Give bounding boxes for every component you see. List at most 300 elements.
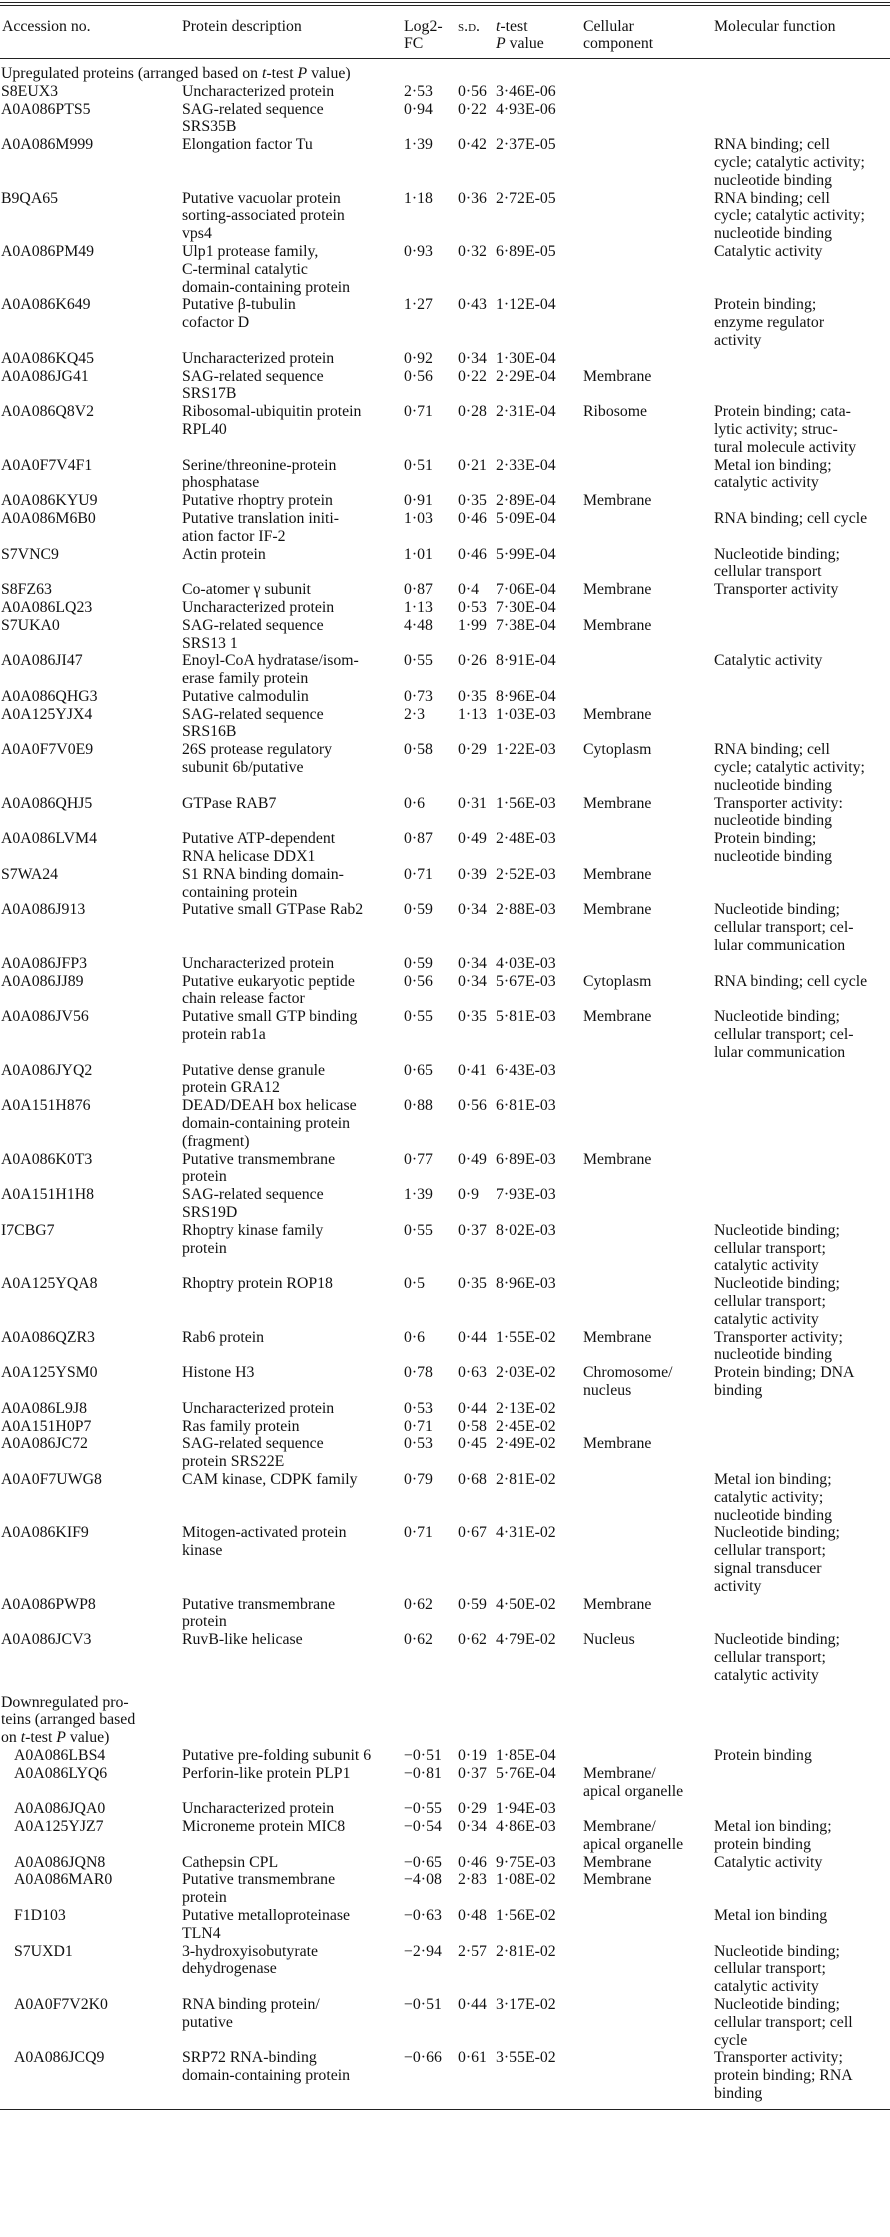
accession-cell: A0A125YJZ7 xyxy=(14,1818,104,1836)
sd-cell: 0·34 xyxy=(458,1818,487,1836)
table-row xyxy=(0,457,890,493)
table-row xyxy=(0,1854,890,1872)
log2fc-cell: −2·94 xyxy=(404,1942,442,1960)
function-cell: Metal ion binding xyxy=(714,1907,828,1925)
component-cell xyxy=(581,1097,712,1150)
pvalue-cell: 2·03E-02 xyxy=(496,1364,556,1382)
sd-cell: 0·49 xyxy=(458,1150,487,1168)
sd-cell: 0·35 xyxy=(458,1275,487,1293)
component-cell xyxy=(581,1186,712,1222)
function-cell: Transporter activity: nucleotide binding xyxy=(714,794,843,830)
description-cell: Serine/threonine-protein phosphatase xyxy=(182,456,337,492)
function-cell: Nucleotide binding; cellular transport; catalytic activity xyxy=(714,1221,840,1275)
component-cell: Cytoplasm xyxy=(583,972,652,990)
section-title-test: -test xyxy=(266,65,298,82)
pvalue-cell: 5·81E-03 xyxy=(496,1008,556,1026)
pvalue-cell: 6·89E-05 xyxy=(496,242,556,260)
pvalue-cell: 1·56E-02 xyxy=(496,1907,556,1925)
log2fc-cell: 0·77 xyxy=(404,1150,433,1168)
component-cell xyxy=(581,1943,712,1996)
pvalue-cell: 1·85E-04 xyxy=(496,1746,556,1764)
log2fc-cell: 0·55 xyxy=(404,1221,433,1239)
sd-cell: 0·41 xyxy=(458,1061,487,1079)
table-row xyxy=(0,1800,890,1818)
header-component-line2: component xyxy=(583,35,654,52)
log2fc-cell: 0·56 xyxy=(404,367,433,385)
description-cell: Uncharacterized protein xyxy=(182,1800,335,1818)
description-cell: SAG-related sequence SRS35B xyxy=(182,100,324,136)
log2fc-cell: 0·56 xyxy=(404,972,433,990)
table-row xyxy=(0,546,890,582)
sd-cell: 0·34 xyxy=(458,349,487,367)
component-cell: Membrane xyxy=(583,794,652,812)
sd-cell: 0·22 xyxy=(458,367,487,385)
description-cell: Putative calmodulin xyxy=(182,687,309,705)
table-row xyxy=(0,795,890,831)
component-cell xyxy=(581,1222,712,1275)
table-row xyxy=(0,368,890,404)
table-row xyxy=(0,973,890,1009)
accession-cell: A0A151H876 xyxy=(1,1097,91,1115)
table-row xyxy=(0,1400,890,1418)
table-row xyxy=(0,1471,890,1524)
component-cell: Membrane/ apical organelle xyxy=(583,1764,684,1800)
accession-cell: S8FZ63 xyxy=(1,581,52,599)
function-cell xyxy=(712,1596,890,1632)
rule-cell xyxy=(0,2103,180,2110)
log2fc-cell: −0·65 xyxy=(404,1853,442,1871)
component-cell: Membrane/ apical organelle xyxy=(583,1818,684,1853)
function-cell: Transporter activity; protein binding; RNA binding xyxy=(714,2049,853,2103)
description-cell: Putative transmembrane protein xyxy=(182,1595,336,1631)
description-cell: Uncharacterized protein xyxy=(182,349,335,367)
function-cell: RNA binding; cell cycle; catalytic activity; nucleotide binding xyxy=(714,741,865,794)
accession-cell: A0A086K649 xyxy=(1,296,91,314)
table-row xyxy=(0,296,890,349)
pvalue-cell: 1·94E-03 xyxy=(496,1800,556,1818)
description-cell: Uncharacterized protein xyxy=(182,598,335,616)
sd-cell: 0·39 xyxy=(458,865,487,883)
component-cell xyxy=(581,1418,712,1436)
log2fc-cell: 0·58 xyxy=(404,741,433,759)
description-cell: Enoyl-CoA hydratase/isom- erase family protein xyxy=(182,652,359,688)
pvalue-cell: 2·48E-03 xyxy=(496,830,556,848)
table-header xyxy=(0,4,890,59)
pvalue-cell: 4·86E-03 xyxy=(496,1818,556,1836)
sd-cell: 0·61 xyxy=(458,2049,487,2067)
function-cell: Transporter activity xyxy=(714,581,839,599)
sd-cell: 0·43 xyxy=(458,296,487,314)
function-cell xyxy=(712,955,890,973)
sd-cell: 0·63 xyxy=(458,1364,487,1382)
log2fc-cell: 1·01 xyxy=(404,545,433,563)
table-row xyxy=(0,1907,890,1943)
sd-cell: 2·57 xyxy=(458,1942,487,1960)
table-row xyxy=(0,866,890,902)
sd-cell: 0·35 xyxy=(458,492,487,510)
function-cell xyxy=(712,1418,890,1436)
accession-cell: A0A125YSM0 xyxy=(1,1364,98,1382)
table-row xyxy=(0,1435,890,1471)
sd-cell: 0·68 xyxy=(458,1470,487,1488)
section-title-p: P xyxy=(56,1729,66,1747)
header-accession: Accession no. xyxy=(0,4,180,59)
component-cell: Membrane xyxy=(583,1435,652,1453)
component-cell xyxy=(581,1471,712,1524)
component-cell: Membrane xyxy=(583,705,652,723)
accession-cell: A0A086JQN8 xyxy=(14,1853,106,1871)
description-cell: Rhoptry kinase family protein xyxy=(182,1221,324,1257)
description-cell: Perforin-like protein PLP1 xyxy=(182,1764,351,1782)
function-cell: Metal ion binding; catalytic activity xyxy=(714,456,832,492)
section-title-value: value) xyxy=(307,65,351,82)
log2fc-cell: 0·94 xyxy=(404,100,433,118)
table-row xyxy=(0,706,890,742)
component-cell xyxy=(581,546,712,582)
accession-cell: S7UKA0 xyxy=(1,616,60,634)
table-row xyxy=(0,1186,890,1222)
table-row xyxy=(0,403,890,456)
component-cell xyxy=(581,1800,712,1818)
description-cell: Rab6 protein xyxy=(182,1328,265,1346)
rule-cell xyxy=(180,2103,402,2110)
function-cell xyxy=(712,1097,890,1150)
description-cell: Mitogen-activated protein kinase xyxy=(182,1524,347,1560)
table-row xyxy=(0,1329,890,1365)
function-cell: Protein binding; cata- lytic activity; struc- tural molecule activity xyxy=(714,403,857,456)
accession-cell: A0A0F7UWG8 xyxy=(1,1470,102,1488)
table-row xyxy=(0,830,890,866)
table-row xyxy=(0,581,890,599)
sd-cell: 0·44 xyxy=(458,1399,487,1417)
component-cell: Ribosome xyxy=(583,403,648,421)
log2fc-cell: −0·51 xyxy=(404,1996,442,2014)
pvalue-cell: 6·81E-03 xyxy=(496,1097,556,1115)
pvalue-cell: 4·50E-02 xyxy=(496,1595,556,1613)
pvalue-cell: 7·93E-03 xyxy=(496,1186,556,1204)
log2fc-cell: 0·71 xyxy=(404,1417,433,1435)
table-row xyxy=(0,741,890,794)
accession-cell: A0A086JC72 xyxy=(1,1435,88,1453)
description-cell: SAG-related sequence SRS16B xyxy=(182,705,324,741)
log2fc-cell: 0·59 xyxy=(404,954,433,972)
log2fc-cell: 0·92 xyxy=(404,349,433,367)
log2fc-cell: 0·71 xyxy=(404,1524,433,1542)
pvalue-cell: 5·67E-03 xyxy=(496,972,556,990)
log2fc-cell: 0·5 xyxy=(404,1275,426,1293)
section-title-text: Downregulated pro- teins (arranged based on xyxy=(1,1693,136,1747)
sd-cell: 0·28 xyxy=(458,403,487,421)
component-cell: Cytoplasm xyxy=(583,741,652,759)
description-cell: S1 RNA binding domain- containing protein xyxy=(182,865,344,901)
sd-cell: 0·9 xyxy=(458,1186,480,1204)
pvalue-cell: 2·31E-04 xyxy=(496,403,556,421)
pvalue-cell: 3·17E-02 xyxy=(496,1996,556,2014)
accession-cell: S7VNC9 xyxy=(1,545,59,563)
log2fc-cell: 0·53 xyxy=(404,1399,433,1417)
log2fc-cell: −0·63 xyxy=(404,1907,442,1925)
sd-cell: 0·37 xyxy=(458,1764,487,1782)
description-cell: Actin protein xyxy=(182,545,266,563)
description-cell: Putative translation initi- ation factor IF-2 xyxy=(182,509,340,545)
log2fc-cell: 2·53 xyxy=(404,82,433,100)
function-cell: Catalytic activity xyxy=(714,242,823,260)
log2fc-cell: 1·39 xyxy=(404,136,433,154)
component-cell: Chromosome/ nucleus xyxy=(583,1364,673,1399)
pvalue-cell: 9·75E-03 xyxy=(496,1853,556,1871)
description-cell: Putative small GTP binding protein rab1a xyxy=(182,1008,358,1044)
section-title xyxy=(0,1685,180,1747)
log2fc-cell: 0·93 xyxy=(404,242,433,260)
header-log2fc-line2: FC xyxy=(404,35,424,52)
accession-cell: A0A086JFP3 xyxy=(1,954,88,972)
component-cell: Membrane xyxy=(583,492,652,510)
table-row xyxy=(0,1062,890,1098)
rule-cell xyxy=(494,2103,581,2110)
description-cell: SRP72 RNA-binding domain-containing protein xyxy=(182,2049,351,2085)
header-log2fc xyxy=(402,4,456,59)
description-cell: Putative vacuolar protein sorting-associated protein vps4 xyxy=(182,189,345,243)
table-row xyxy=(0,350,890,368)
section-heading-row xyxy=(0,1685,890,1747)
description-cell: SAG-related sequence SRS17B xyxy=(182,367,324,403)
pvalue-cell: 2·37E-05 xyxy=(496,136,556,154)
header-description: Protein description xyxy=(180,4,402,59)
log2fc-cell: 0·73 xyxy=(404,687,433,705)
pvalue-cell: 6·43E-03 xyxy=(496,1061,556,1079)
table-row xyxy=(0,1418,890,1436)
accession-cell: A0A086LBS4 xyxy=(14,1746,106,1764)
header-function: Molecular function xyxy=(712,4,890,59)
sd-cell: 0·62 xyxy=(458,1631,487,1649)
empty-cell xyxy=(402,1685,456,1747)
pvalue-cell: 8·96E-04 xyxy=(496,687,556,705)
log2fc-cell: −0·81 xyxy=(404,1764,442,1782)
sd-cell: 0·49 xyxy=(458,830,487,848)
function-cell xyxy=(712,706,890,742)
accession-cell: A0A086M999 xyxy=(1,136,94,154)
rule-cell xyxy=(456,2103,494,2110)
description-cell: Elongation factor Tu xyxy=(182,136,313,154)
sd-cell: 0·46 xyxy=(458,1853,487,1871)
accession-cell: A0A086LYQ6 xyxy=(14,1764,108,1782)
function-cell xyxy=(712,350,890,368)
description-cell: RNA binding protein/ putative xyxy=(182,1996,320,2031)
accession-cell: A0A125YQA8 xyxy=(1,1275,98,1293)
function-cell xyxy=(712,1186,890,1222)
table-bottom-rule xyxy=(0,2103,890,2110)
description-cell: Histone H3 xyxy=(182,1364,255,1382)
description-cell: Ribosomal-ubiquitin protein RPL40 xyxy=(182,403,362,438)
accession-cell: I7CBG7 xyxy=(1,1221,55,1239)
header-ttest-t: t xyxy=(496,18,501,35)
pvalue-cell: 1·03E-03 xyxy=(496,705,556,723)
sd-cell: 0·37 xyxy=(458,1221,487,1239)
log2fc-cell: 1·03 xyxy=(404,509,433,527)
accession-cell: A0A086LVM4 xyxy=(1,830,97,848)
description-cell: Putative small GTPase Rab2 xyxy=(182,901,364,919)
description-cell: SAG-related sequence SRS19D xyxy=(182,1186,324,1221)
log2fc-cell: 0·6 xyxy=(404,1328,426,1346)
component-cell xyxy=(581,83,712,101)
table-row xyxy=(0,1008,890,1061)
pvalue-cell: 3·55E-02 xyxy=(496,2049,556,2067)
header-ttest-p: P xyxy=(496,35,506,52)
log2fc-cell: −0·54 xyxy=(404,1818,442,1836)
description-cell: Uncharacterized protein xyxy=(182,82,335,100)
accession-cell: A0A086QZR3 xyxy=(1,1328,95,1346)
pvalue-cell: 8·91E-04 xyxy=(496,652,556,670)
sd-cell: 0·26 xyxy=(458,652,487,670)
accession-cell: A0A086JV56 xyxy=(1,1008,89,1026)
empty-cell xyxy=(581,1685,712,1747)
header-ttest-rest: -test xyxy=(500,18,528,35)
function-cell xyxy=(712,599,890,617)
accession-cell: A0A0F7V2K0 xyxy=(14,1996,108,2014)
function-cell: Nucleotide binding; cellular transport; cell cycle xyxy=(714,1996,853,2049)
description-cell: Cathepsin CPL xyxy=(182,1853,279,1871)
component-cell xyxy=(581,1524,712,1595)
function-cell xyxy=(712,101,890,137)
section-title-text: Upregulated proteins (arranged based on xyxy=(1,65,262,82)
table-row xyxy=(0,1364,890,1400)
pvalue-cell: 2·89E-04 xyxy=(496,492,556,510)
description-cell: SAG-related sequence protein SRS22E xyxy=(182,1435,324,1471)
log2fc-cell: 0·62 xyxy=(404,1595,433,1613)
function-cell xyxy=(712,83,890,101)
accession-cell: B9QA65 xyxy=(1,189,59,207)
pvalue-cell: 2·29E-04 xyxy=(496,367,556,385)
component-cell xyxy=(581,1996,712,2049)
pvalue-cell: 1·30E-04 xyxy=(496,349,556,367)
component-cell: Membrane xyxy=(583,1008,652,1026)
sd-cell: 0·56 xyxy=(458,82,487,100)
function-cell xyxy=(712,1435,890,1471)
table-row xyxy=(0,1996,890,2049)
pvalue-cell: 1·55E-02 xyxy=(496,1328,556,1346)
table-row xyxy=(0,492,890,510)
component-cell xyxy=(581,296,712,349)
table-row xyxy=(0,510,890,546)
sd-cell: 0·34 xyxy=(458,954,487,972)
rule-cell xyxy=(581,2103,712,2110)
log2fc-cell: −0·66 xyxy=(404,2049,442,2067)
description-cell: Putative eukaryotic peptide chain release factor xyxy=(182,972,355,1008)
header-ttest-value: value xyxy=(505,35,544,52)
sd-cell: 0·31 xyxy=(458,794,487,812)
accession-cell: A0A151H1H8 xyxy=(1,1186,95,1204)
table-row xyxy=(0,1943,890,1996)
pvalue-cell: 4·93E-06 xyxy=(496,100,556,118)
function-cell: RNA binding; cell cycle xyxy=(714,972,868,990)
function-cell xyxy=(712,1765,890,1801)
component-cell xyxy=(581,688,712,706)
function-cell: Nucleotide binding; cellular transport; catalytic activity xyxy=(714,1275,840,1328)
section-heading-row xyxy=(0,59,890,83)
description-cell: Putative transmembrane protein xyxy=(182,1150,336,1186)
component-cell xyxy=(581,1062,712,1098)
accession-cell: A0A086K0T3 xyxy=(1,1150,93,1168)
component-cell xyxy=(581,510,712,546)
function-cell: Catalytic activity xyxy=(714,652,823,670)
accession-cell: A0A086QHJ5 xyxy=(1,794,93,812)
header-component-line1: Cellular xyxy=(583,18,634,35)
pvalue-cell: 1·56E-03 xyxy=(496,794,556,812)
sd-cell: 0·48 xyxy=(458,1907,487,1925)
sd-cell: 0·58 xyxy=(458,1417,487,1435)
function-cell: Nucleotide binding; cellular transport; catalytic activity xyxy=(714,1942,840,1996)
pvalue-cell: 3·46E-06 xyxy=(496,82,556,100)
table-row xyxy=(0,1631,890,1684)
pvalue-cell: 4·31E-02 xyxy=(496,1524,556,1542)
table-row xyxy=(0,2049,890,2102)
pvalue-cell: 1·22E-03 xyxy=(496,741,556,759)
log2fc-cell: 0·55 xyxy=(404,1008,433,1026)
sd-cell: 1·99 xyxy=(458,616,487,634)
accession-cell: A0A086PTS5 xyxy=(1,100,91,118)
pvalue-cell: 2·72E-05 xyxy=(496,189,556,207)
function-cell: Metal ion binding; protein binding xyxy=(714,1818,832,1853)
function-cell xyxy=(712,1400,890,1418)
table-row xyxy=(0,617,890,653)
component-cell xyxy=(581,350,712,368)
function-cell xyxy=(712,1151,890,1187)
component-cell xyxy=(581,830,712,866)
function-cell xyxy=(712,1062,890,1098)
sd-cell: 0·44 xyxy=(458,1328,487,1346)
log2fc-cell: 0·59 xyxy=(404,901,433,919)
accession-cell: S7UXD1 xyxy=(14,1942,73,1960)
table-row xyxy=(0,1097,890,1150)
component-cell: Membrane xyxy=(583,616,652,634)
function-cell: Nucleotide binding; cellular transport; catalytic activity xyxy=(714,1631,840,1684)
table-row xyxy=(0,1275,890,1328)
component-cell: Membrane xyxy=(583,1150,652,1168)
accession-cell: A0A086JI47 xyxy=(1,652,83,670)
log2fc-cell: 1·18 xyxy=(404,189,433,207)
function-cell xyxy=(712,617,890,653)
log2fc-cell: 0·91 xyxy=(404,492,433,510)
sd-cell: 0·34 xyxy=(458,972,487,990)
section-title-t: t xyxy=(20,1729,26,1747)
table-row xyxy=(0,1818,890,1854)
accession-cell: A0A086QHG3 xyxy=(1,687,98,705)
sd-cell: 0·34 xyxy=(458,901,487,919)
sd-cell: 0·53 xyxy=(458,598,487,616)
function-cell xyxy=(712,1800,890,1818)
pvalue-cell: 6·89E-03 xyxy=(496,1150,556,1168)
log2fc-cell: 0·62 xyxy=(404,1631,433,1649)
sd-cell: 0·4 xyxy=(458,581,480,599)
function-cell: Nucleotide binding; cellular transport xyxy=(714,545,840,581)
function-cell: RNA binding; cell cycle xyxy=(714,509,868,527)
pvalue-cell: 5·99E-04 xyxy=(496,545,556,563)
function-cell: RNA binding; cell cycle; catalytic activity; nucleotide binding xyxy=(714,189,865,243)
description-cell: 3-hydroxyisobutyrate dehydrogenase xyxy=(182,1942,319,1978)
log2fc-cell: 4·48 xyxy=(404,616,433,634)
table-row xyxy=(0,1222,890,1275)
accession-cell: A0A125YJX4 xyxy=(1,705,93,723)
accession-cell: A0A086LQ23 xyxy=(1,598,93,616)
accession-cell: A0A086JYQ2 xyxy=(1,1061,93,1079)
component-cell xyxy=(581,1907,712,1943)
rule-cell xyxy=(402,2103,456,2110)
pvalue-cell: 2·88E-03 xyxy=(496,901,556,919)
header-sd xyxy=(456,4,494,59)
table-row xyxy=(0,83,890,101)
component-cell xyxy=(581,1400,712,1418)
description-cell: Co-atomer γ subunit xyxy=(182,581,311,599)
